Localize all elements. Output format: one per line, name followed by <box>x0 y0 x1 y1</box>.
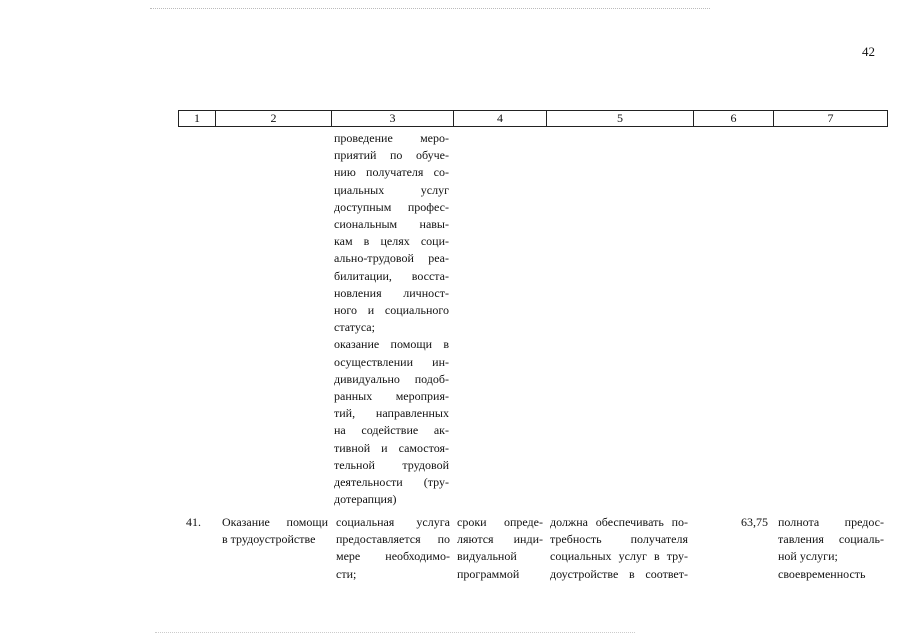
text-line: статуса; <box>334 320 375 335</box>
text-line: Оказание помощи <box>222 515 328 529</box>
text-line: циальных услуг <box>334 182 449 197</box>
text-line: тий, направленных <box>334 406 449 421</box>
text-line: дотерапция) <box>334 492 397 507</box>
column-number-header <box>178 110 888 127</box>
text-line: оказание помощи в <box>334 337 449 352</box>
text-line: тивной и самостоя- <box>334 440 449 455</box>
text-line: ного и социального <box>334 303 449 318</box>
text-line: ально-трудовой реа- <box>334 251 449 266</box>
text-line: доступным профес- <box>334 199 449 214</box>
text-line: должна обеспечивать по- <box>550 515 688 529</box>
header-col-6: 6 <box>694 111 774 127</box>
text-line: сти; <box>336 566 357 581</box>
text-line: приятий по обуче- <box>334 148 449 163</box>
text-line: тельной трудовой <box>334 457 449 472</box>
row-41-terms <box>457 514 543 583</box>
text-line: кам в целях соци- <box>334 234 449 249</box>
scan-artifact-bottom <box>155 632 635 635</box>
row-41-service-name <box>222 514 328 548</box>
text-line: ной услуги; <box>778 549 838 564</box>
header-col-4: 4 <box>454 111 547 127</box>
text-line: сроки опреде- <box>457 515 543 529</box>
row-41-standard <box>550 514 688 583</box>
col3-continuation-text <box>334 130 449 508</box>
text-line: доустройстве в соответ- <box>550 566 688 581</box>
text-line: сиональным навы- <box>334 217 449 232</box>
row-41-service-content <box>336 514 450 583</box>
row-41-tariff <box>720 514 768 531</box>
text-line: предоставляется по <box>336 532 450 547</box>
page-number: 42 <box>862 44 875 59</box>
text-line: тавления социаль- <box>778 532 884 547</box>
header-col-5: 5 <box>547 111 694 127</box>
scan-artifact-top <box>150 8 710 11</box>
text-line: деятельности (тру- <box>334 475 449 490</box>
text-line: осуществлении ин- <box>334 354 449 369</box>
text-line: проведение меро- <box>334 131 449 145</box>
row-number: 41. <box>186 515 201 529</box>
text-line: социальных услуг в тру- <box>550 549 688 564</box>
row-41-quality-indicators <box>778 514 884 583</box>
text-line: билитации, восста- <box>334 268 449 283</box>
text-line: нию получателя со- <box>334 165 449 180</box>
text-line: новления личност- <box>334 285 449 300</box>
header-col-3: 3 <box>332 111 454 127</box>
text-line: ранных мероприя- <box>334 389 449 404</box>
text-line: мере необходимо- <box>336 549 450 564</box>
text-line: на содействие ак- <box>334 423 449 438</box>
text-line: дивидуально подоб- <box>334 371 449 386</box>
text-line: видуальной <box>457 549 517 564</box>
tariff-value: 63,75 <box>741 515 768 529</box>
header-col-1: 1 <box>179 111 216 127</box>
text-line: социальная услуга <box>336 515 450 529</box>
text-line: своевременность <box>778 566 866 581</box>
row-41-number <box>186 514 216 531</box>
text-line: полнота предос- <box>778 515 884 529</box>
text-line: в трудоустройстве <box>222 532 316 547</box>
header-col-7: 7 <box>774 111 888 127</box>
text-line: программой <box>457 566 520 581</box>
header-col-2: 2 <box>216 111 332 127</box>
text-line: требность получателя <box>550 532 688 547</box>
text-line: ляются инди- <box>457 532 543 547</box>
